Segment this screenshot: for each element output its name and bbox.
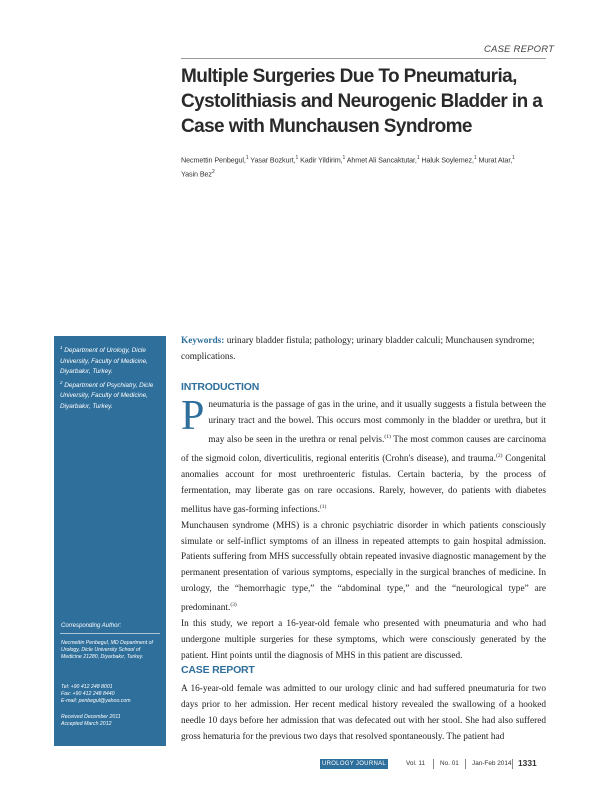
page-footer	[320, 758, 548, 770]
affiliation-mark: 1	[60, 345, 63, 350]
author-affiliation-mark: 1	[342, 155, 346, 161]
introduction-heading: INTRODUCTION	[181, 381, 260, 393]
author-name: Necmettin Penbegul,	[181, 155, 246, 165]
case-report-heading: CASE REPORT	[181, 664, 255, 676]
fax: Fax: +90 412 248 8440	[61, 691, 115, 698]
issue-date: Jan-Feb 2014	[472, 760, 512, 767]
header-rule	[181, 58, 546, 59]
footer-separator	[433, 759, 434, 769]
sidebar-divider	[60, 633, 160, 634]
keywords-label: Keywords:	[181, 336, 225, 346]
text-run: neumaturia is the passage of gas in the urine, and it usually suggests a fistula between the urinary tract and the bowel. This occurs most commonly in the bladder or urethra, but it may also be seen in the urethra or renal pelvis.	[208, 400, 546, 445]
telephone: Tel: +90 412 248 8001	[61, 684, 113, 690]
affiliation-mark: 2	[60, 379, 63, 385]
footer-separator	[512, 759, 513, 769]
author-list	[181, 152, 551, 181]
issue-number: No. 01	[440, 760, 459, 767]
author-name: Kadir Yildirim,	[300, 155, 343, 165]
author-affiliation-mark: 1	[416, 155, 420, 161]
author-affiliation-mark: 2	[211, 169, 215, 176]
corresponding-author-address: Necmettin Penbegul, MD Department of Urology, Dicle University School of Medicine 21280, Diyarbakır, Turkey.	[61, 640, 153, 661]
intro-paragraph-1	[181, 393, 546, 519]
text-run: Munchausen syndrome (MHS) is a chronic psychiatric disorder in which patients consciously simulate or self-inflict symptoms of an illness in repeated attempts to gain hospital admission. Patients suffering from MHS successfully obtain repeated invasive diagnostic management by the permanent presentation of various symptoms, especially in the surgical branches of medicine. In urology, the “hemorrhagic type,” the “abdominal type,” and the “neurological type” are predominant.	[181, 520, 546, 614]
contact-info	[61, 684, 165, 706]
text-run: The most common causes are carcinoma of the sigmoid colon, diverticulitis, regional enteritis (Crohn's disease), and trauma.	[181, 434, 546, 464]
drop-cap: P	[181, 393, 205, 439]
author-affiliation-mark: 1	[512, 155, 515, 161]
affiliation-psychiatry: Department of Psychiatry, Dicle University, Faculty of Medicine, Diyarbakır, Turkey.	[60, 381, 154, 410]
affiliation-urology: Department of Urology, Dicle University, Faculty of Medicine, Diyarbakır, Turkey.	[60, 347, 148, 376]
author-name: Yasin Bez	[181, 169, 212, 179]
introduction-body	[181, 393, 546, 665]
volume: Vol. 11	[406, 760, 426, 767]
article-dates	[61, 714, 165, 728]
affiliations	[60, 343, 164, 412]
footer-separator	[465, 759, 466, 769]
intro-paragraph-2	[181, 519, 546, 618]
page-number: 1331	[518, 758, 537, 768]
author-affiliation-mark: 1	[473, 155, 477, 161]
citation: (2)	[496, 452, 503, 459]
citation: (1)	[319, 503, 327, 510]
text-run: Congenital anomalies account for most urethroenteric fistulas. Certain bacteria, by the process of fermentation, may liberate gas on rare occasions. Rarely, however, do patients with diabetes mellitus have gas-forming infections.	[181, 453, 546, 515]
corresponding-author-label: Corresponding Author:	[61, 623, 122, 629]
author-name: Haluk Soylemez,	[421, 155, 474, 165]
author-name: Ahmet Ali Sancaktutar,	[346, 155, 417, 165]
accepted-date: Accepted March 2012	[61, 721, 112, 728]
received-date: Received December 2011	[61, 714, 121, 720]
keywords-text: urinary bladder fistula; pathology; urinary bladder calculi; Munchausen syndrome; complications.	[181, 336, 535, 362]
article-type-tag: CASE REPORT	[484, 44, 555, 55]
author-name: Yasar Bozkurt,	[250, 155, 296, 165]
citation: (1)	[384, 433, 391, 440]
affiliation-sidebar	[54, 336, 166, 746]
article-title: Multiple Surgeries Due To Pneumaturia, Cystolithiasis and Neurogenic Bladder in a Case with Munchausen Syndrome	[181, 66, 543, 137]
intro-paragraph-3: In this study, we report a 16-year-old female who presented with pneumaturia and who had undergone multiple surgeries for these symptoms, which were consciously generated by the patient. Hint points until the diagnosis of MHS in this patient are discussed.	[181, 619, 546, 661]
author-affiliation-mark: 1	[295, 155, 299, 161]
author-affiliation-mark: 1	[245, 155, 249, 161]
author-name: Murat Atar,	[478, 155, 513, 165]
case-paragraph-1: A 16-year-old female was admitted to our urology clinic and had suffered pneumaturia for two days prior to her admission. Her recent medical history revealed the swallowing of a hooked needle 10 days before her admission that was defecated out with her stool. She had also suffered gross hematuria for the previous two days that resolved spontaneously. The patient had	[181, 684, 546, 742]
email-link[interactable]: E-mail: penbegul@yahoo.com	[61, 698, 131, 705]
journal-name: UROLOGY JOURNAL	[321, 761, 387, 767]
citation: (3)	[230, 602, 237, 609]
case-report-body	[181, 682, 546, 746]
keywords	[181, 334, 546, 366]
